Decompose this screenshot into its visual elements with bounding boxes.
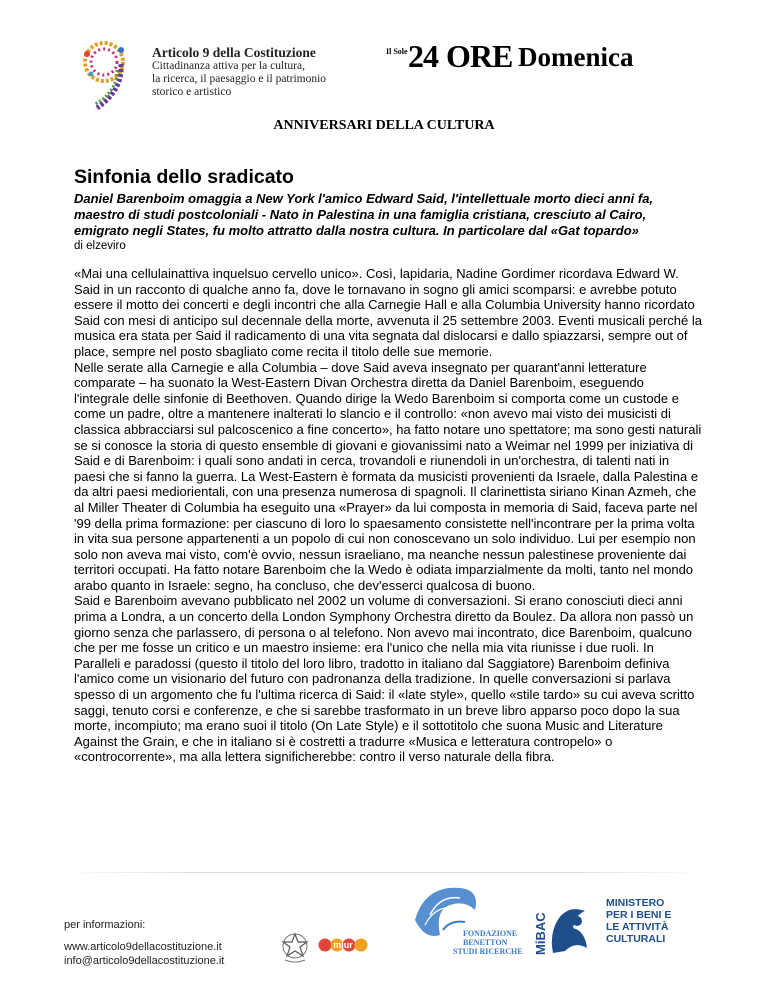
mibac-logo xyxy=(535,893,595,963)
article-paragraph: Said e Barenboim avevano pubblicato nel 2002 un volume di conversazioni. Si erano conosciuti dieci anni prima a Londra, a un concerto della London Symphony Orchestra diretto da Boulez. Da allora non passò un giorno senza che parlassero, di persona o al telefono. Non avevo mai incontrato, dice Barenboim, qualcuno che per me fosse un critico e un maestro insieme: era l'unico che nella mia vita riunisse i due ruoli. In Paralleli e paradossi (questo il titolo del loro libro, tradotto in italiano dal Saggiatore) Barenboim definiva l'amico come un visionario del futuro con padronanza della tradizione. In quelle conversazioni si parlava spesso di un argomento che fu l'ultima ricerca di Said: il «late style», quello «stile tardo» su cui aveva scritto saggi, tenuto corsi e conferenze, e che si sarebbe trasformato in un breve libro apparso poco dopo la sua morte, incompiuto; ma erano suoi il titolo (On Late Style) e il sottotitolo che suona Music and Literature Against the Grain, e che in italiano si è costretti a tradurre «Musica e letteratura contropelo» o «controcorrente», ma alla lettera significherebbe: contro il verso naturale della fibra. xyxy=(74,593,695,765)
email-link[interactable]: info@articolo9dellacostituzione.it xyxy=(64,955,225,967)
article-subtitle: Daniel Barenboim omaggia a New York l'amico Edward Said, l'intellettuale morto dieci anni fa, maestro di studi postcoloniali - Nato in Palestina in una famiglia cristiana, cresciuto al Cairo, emigrato negli States, fu molto attratto dalla nostra cultura. In particolare dal «Gat topardo» xyxy=(74,191,654,238)
article-paragraph: Nelle serate alla Carnegie e alla Columbia – dove Said aveva insegnato per quarant'anni letterature comparate – ha suonato la West-Eastern Divan Orchestra diretta da Daniel Barenboim, eseguendo l'integrale delle sinfonie di Beethoven. Quando dirige la Wedo Barenboim si comporta come un custode e come un padre, oltre a mantenere inalterati lo slancio e il controllo: «non avevo mai visto dei musicisti di classica abbracciarsi sul palcoscenico a fine concerto», ha fatto notare uno spettatore; ma sono gesti naturali se si conosce la storia di questo ensemble di giovani e giovanissimi nato a Weimar nel 1999 per iniziativa di Said e di Barenboim: i quali sono andati in cerca, trovandoli e riunendoli in un'orchestra, di talenti nati in paesi che si fanno la guerra. La West-Eastern è formata da musicisti provenienti da Israele, dalla Palestina e da altri paesi mediorientali, con una presenza numerosa di spagnoli. Il clarinettista siriano Kinan Azmeh, che al Miller Theater di Columbia ha eseguito una «Prayer» da lui composta in memoria di Said, faceva parte nel '99 della prima formazione: per ciascuno di loro lo spaesamento consistette nell'incontrare per la prima volta in vita sua persone appartenenti a un popolo di cui non conoscevano un solo individuo. Lui per esempio non solo non aveva mai visto, com'è ovvio, nessun israeliano, ma neanche nessun palestinese proveniente dai territori occupati. Ha fatto notare Barenboim che la Wedo è odiata imparzialmente da molti, tanto nel mondo arabo quanto in Israele: segno, ha concluso, che dev'esserci qualcosa di buono. xyxy=(74,359,702,593)
ministry-line: LE ATTIVITÀ xyxy=(606,921,669,933)
website-link[interactable]: www.articolo9dellacostituzione.it xyxy=(64,941,222,953)
articolo9-logo xyxy=(77,40,135,112)
article-byline: di elzeviro xyxy=(74,240,126,252)
benetton-text: BENETTON xyxy=(463,938,508,947)
org-subtitle-line: storico e artistico xyxy=(152,86,232,98)
sole-domenica-logo: Domenica xyxy=(518,42,634,72)
benetton-text: FONDAZIONE xyxy=(463,929,518,938)
ministry-line: MINISTERO xyxy=(606,897,665,909)
ministry-name xyxy=(606,897,671,945)
footer-divider xyxy=(60,872,706,873)
article-title: Sinfonia dello sradicato xyxy=(74,166,294,188)
mibac-text: MiBAC xyxy=(533,912,548,955)
section-title: ANNIVERSARI DELLA CULTURA xyxy=(273,118,495,133)
benetton-foundation-logo xyxy=(405,880,525,964)
italian-republic-emblem-icon xyxy=(281,932,309,964)
benetton-text: STUDI RICERCHE xyxy=(453,947,523,956)
ministry-line: CULTURALI xyxy=(606,933,666,945)
info-label: per informazioni: xyxy=(64,919,146,931)
article-body xyxy=(74,266,702,765)
ministry-line: PER I BENI E xyxy=(606,909,672,921)
article xyxy=(74,165,702,765)
sole-small-text: Il Sole xyxy=(386,47,408,56)
org-subtitle-line: Cittadinanza attiva per la cultura, xyxy=(152,60,305,72)
org-title: Articolo 9 della Costituzione xyxy=(152,45,316,60)
sole-24-logo: 24 xyxy=(408,38,438,74)
org-subtitle-line: la ricerca, il paesaggio e il patrimonio xyxy=(152,73,327,85)
miur-text: miur xyxy=(333,940,353,950)
page-header xyxy=(0,0,768,110)
miur-logo xyxy=(318,937,368,953)
article-paragraph: «Mai una cellulainattiva inquelsuo cervello unico». Così, lapidaria, Nadine Gordimer ricordava Edward W. Said in un racconto di qualche anno fa, dove le tornavano in sogno gli amici scomparsi: e avrebbe potuto essere il motto dei concerti e degli incontri che alla Carnegie Hall e alla Columbia University hanno ricordato Said con mesi di anticipo sul decennale della morte, avvenuta il 25 settembre 2003. Eventi musicali perché la musica era stata per Said il radicamento di una vita segnata dal dislocarsi e dallo spiazzarsi, sempre out of place, sempre nel posto sbagliato come recita il titolo delle sue memorie. xyxy=(74,266,702,359)
org-subtitle xyxy=(152,60,372,99)
sole-ore-logo: ORE xyxy=(446,38,513,74)
